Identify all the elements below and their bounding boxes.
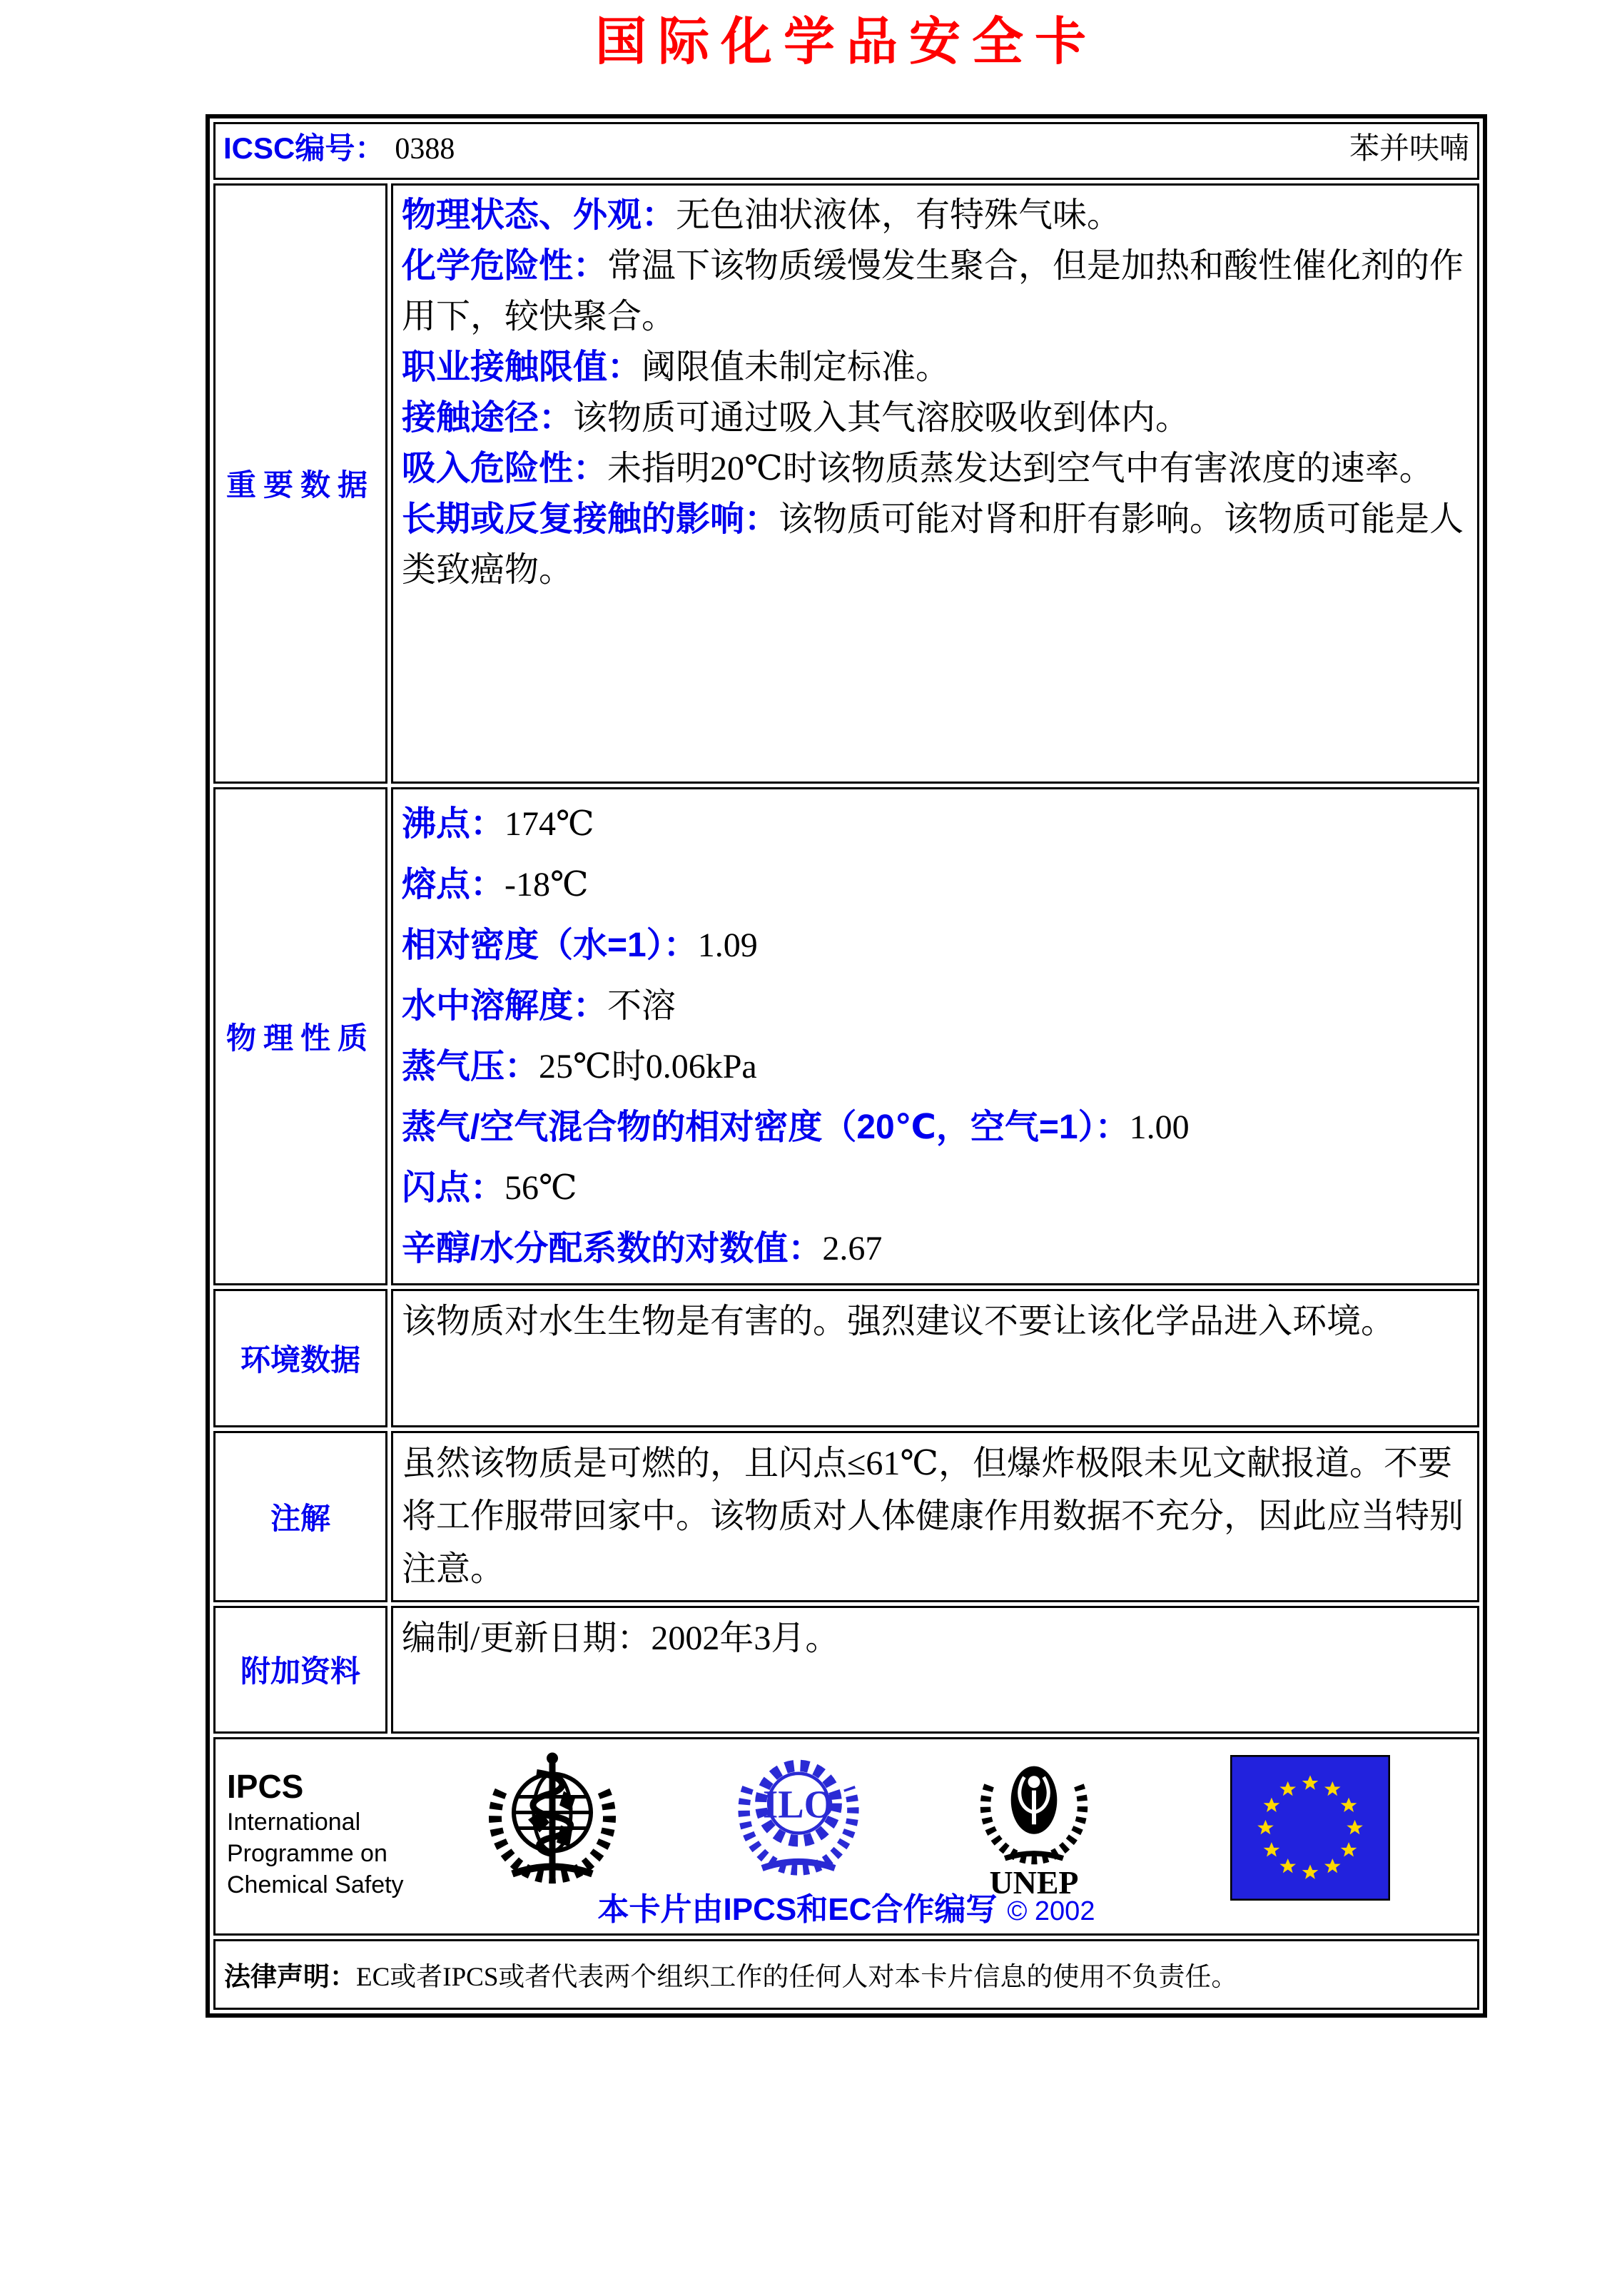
notes-row xyxy=(213,1431,1479,1602)
who-emblem-icon xyxy=(481,1748,624,1894)
ipcs-acronym: IPCS xyxy=(227,1767,304,1805)
field-label: 沸点： xyxy=(402,804,505,843)
notes-text: 虽然该物质是可燃的，且闪点≤61℃，但爆炸极限未见文献报道。不要将工作服带回家中。该物质对人体健康作用数据不充分，因此应当特别注意。 xyxy=(402,1444,1464,1588)
data-line xyxy=(402,1097,1469,1158)
icsc-card-table xyxy=(206,114,1487,2018)
field-label: 长期或反复接触的影响： xyxy=(402,500,779,538)
icsc-number-group xyxy=(223,125,455,168)
field-label: 吸入危险性： xyxy=(402,449,608,487)
important-data-content xyxy=(391,183,1479,784)
field-value: -18℃ xyxy=(505,865,589,904)
side-label-notes: 注解 xyxy=(213,1431,387,1602)
field-label: 相对密度（水=1）： xyxy=(402,926,698,964)
legal-label: 法律声明： xyxy=(224,1962,356,1992)
field-label: 熔点： xyxy=(402,865,505,904)
legal-row xyxy=(213,1939,1479,2010)
credit-text: 本卡片由IPCS和EC合作编写 xyxy=(597,1891,998,1927)
data-line xyxy=(402,1036,1469,1097)
additional-info-text: 编制/更新日期：2002年3月。 xyxy=(402,1619,840,1657)
physical-properties-content xyxy=(391,787,1479,1285)
data-line xyxy=(402,190,1469,241)
side-label-environmental-data: 环境数据 xyxy=(213,1289,387,1427)
side-label-additional-info: 附加资料 xyxy=(213,1606,387,1734)
field-value: 该物质可能对肾和肝有影响。该物质可能是人类致癌物。 xyxy=(402,500,1464,589)
field-label: 蒸气压： xyxy=(402,1047,539,1086)
field-value: 阈限值未制定标准。 xyxy=(642,348,951,386)
field-value: 1.09 xyxy=(697,926,758,964)
environmental-data-text: 该物质对水生生物是有害的。强烈建议不要让该化学品进入环境。 xyxy=(402,1302,1396,1340)
additional-info-row xyxy=(213,1606,1479,1734)
ilo-letters: ILO xyxy=(762,1782,835,1826)
ilo-emblem-icon xyxy=(734,1744,863,1886)
notes-content xyxy=(391,1431,1479,1602)
legal-cell xyxy=(213,1939,1479,2010)
unep-emblem-icon xyxy=(973,1746,1095,1900)
header-cell xyxy=(213,122,1479,180)
physical-properties-row xyxy=(213,787,1479,1285)
data-line xyxy=(402,854,1469,915)
copyright-text: © 2002 xyxy=(1007,1896,1095,1926)
field-label: 蒸气/空气混合物的相对密度（20℃，空气=1）： xyxy=(402,1108,1130,1146)
data-line xyxy=(402,794,1469,854)
chemical-name: 苯并呋喃 xyxy=(1349,132,1469,166)
data-line xyxy=(402,976,1469,1036)
eu-flag-icon xyxy=(1230,1755,1390,1901)
ipcs-line: Chemical Safety xyxy=(227,1871,404,1898)
logos-cell xyxy=(213,1737,1479,1936)
side-label-physical-properties: 物理性质 xyxy=(213,787,387,1285)
field-label: 闪点： xyxy=(402,1168,505,1207)
ipcs-line: Programme on xyxy=(227,1839,387,1867)
field-value: 56℃ xyxy=(505,1168,577,1207)
icsc-number-value: 0388 xyxy=(395,132,455,166)
additional-info-content xyxy=(391,1606,1479,1734)
field-value: 该物质可通过吸入其气溶胶吸收到体内。 xyxy=(573,398,1190,437)
data-line xyxy=(402,241,1469,342)
page-title: 国际化学品安全卡 xyxy=(594,14,1098,71)
environmental-data-row xyxy=(213,1289,1479,1427)
ipcs-text-block xyxy=(227,1766,404,1901)
environmental-data-content xyxy=(391,1289,1479,1427)
side-label-important-data: 重要数据 xyxy=(213,183,387,784)
data-line xyxy=(402,393,1469,443)
data-line xyxy=(402,1158,1469,1218)
field-value: 未指明20℃时该物质蒸发达到空气中有害浓度的速率。 xyxy=(607,449,1434,487)
field-value: 25℃时0.06kPa xyxy=(539,1047,757,1086)
field-label: 物理状态、外观： xyxy=(402,196,676,234)
field-label: 辛醇/水分配系数的对数值： xyxy=(402,1229,823,1268)
field-label: 接触途径： xyxy=(402,398,574,437)
logos-row xyxy=(213,1737,1479,1936)
data-line xyxy=(402,494,1469,595)
field-value: 不溶 xyxy=(607,986,676,1025)
unep-letters: UNEP xyxy=(989,1863,1079,1900)
data-line xyxy=(402,915,1469,976)
field-value: 2.67 xyxy=(822,1229,883,1268)
icsc-card-page xyxy=(206,11,1487,2018)
important-data-row xyxy=(213,183,1479,784)
field-label: 化学危险性： xyxy=(402,246,608,285)
ipcs-line: International xyxy=(227,1808,361,1836)
credit-line xyxy=(216,1883,1477,1929)
legal-text: EC或者IPCS或者代表两个组织工作的任何人对本卡片信息的使用不负责任。 xyxy=(356,1963,1238,1993)
field-label: 水中溶解度： xyxy=(402,986,608,1025)
header-row xyxy=(213,122,1479,180)
field-label: 职业接触限值： xyxy=(402,348,642,386)
field-value: 174℃ xyxy=(505,804,594,843)
data-line xyxy=(402,443,1469,494)
field-value: 无色油状液体，有特殊气味。 xyxy=(676,196,1122,234)
field-value: 1.00 xyxy=(1129,1108,1190,1146)
icsc-number-label: ICSC编号： xyxy=(223,131,385,165)
data-line xyxy=(402,1218,1469,1279)
data-line xyxy=(402,342,1469,393)
field-value: 常温下该物质缓慢发生聚合，但是加热和酸性催化剂的作用下，较快聚合。 xyxy=(402,246,1464,335)
